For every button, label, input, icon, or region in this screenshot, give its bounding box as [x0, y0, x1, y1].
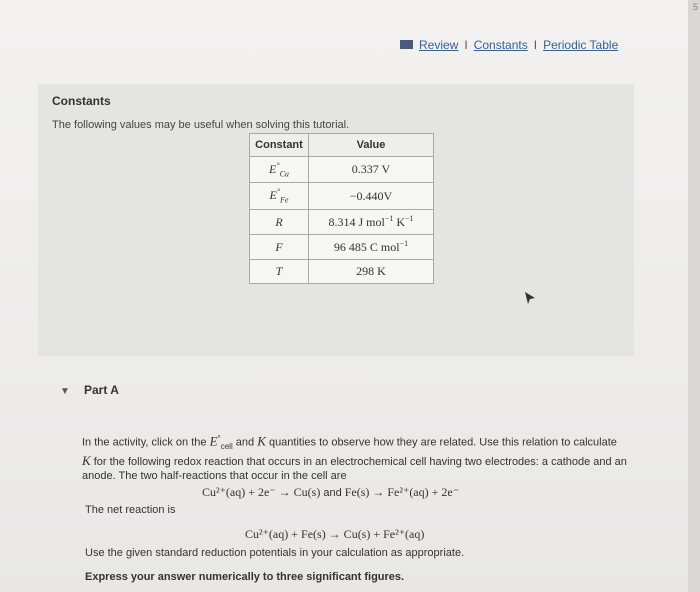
constants-intro: The following values may be useful when solving this tutorial.: [52, 119, 350, 131]
constants-title: Constants: [52, 94, 111, 108]
table-row: [250, 260, 434, 284]
half-reactions-equation: Cu²⁺(aq) + 2e⁻ → Cu(s) and Fe(s) → Fe²⁺(aq) + 2e⁻: [202, 485, 460, 499]
constant-symbol: T: [250, 260, 309, 284]
part-a-instructions: In the activity, click on the $E^\circ_{cell}$ and K quantities to observe how they are related. Use this relation to calculate K for the following redox reaction that occurs in an electrochemical cell having two electrodes: a cathode and an anode. The two half-reactions that occur in the cell are: [82, 433, 627, 482]
table-header-row: [250, 134, 434, 157]
review-link[interactable]: Review: [419, 38, 459, 52]
constant-value: 298 K: [309, 260, 434, 284]
constant-symbol: R: [250, 210, 309, 235]
table-row: [250, 210, 434, 235]
window-edge: [688, 0, 700, 592]
link-separator: I: [533, 38, 538, 52]
corner-badge: 5: [692, 2, 698, 12]
express-answer-text: Express your answer numerically to three significant figures.: [85, 571, 405, 583]
header-constant: Constant: [250, 134, 309, 157]
table-row: [250, 156, 434, 183]
constants-table: [249, 133, 434, 284]
constant-symbol: $E^\circ_{Cu}$: [250, 156, 309, 183]
periodic-table-link[interactable]: Periodic Table: [543, 38, 619, 52]
link-separator: I: [464, 38, 468, 52]
top-links-bar: [400, 38, 618, 52]
constant-value: 96 485 C mol$^{-1}$: [309, 235, 434, 260]
table-row: [250, 235, 434, 260]
review-icon: [400, 40, 413, 49]
constants-panel: [38, 84, 634, 356]
header-value: Value: [309, 134, 434, 157]
mouse-cursor-icon: [523, 291, 537, 305]
constant-value: 0.337 V: [309, 156, 434, 183]
constants-link[interactable]: Constants: [473, 38, 528, 52]
constant-value: 8.314 J mol$^{-1}$ $K^{-1}$: [309, 210, 434, 235]
collapse-arrow-icon[interactable]: ▼: [60, 386, 70, 397]
table-row: [250, 183, 434, 210]
net-reaction-label: The net reaction is: [85, 504, 176, 516]
use-potentials-text: Use the given standard reduction potentials in your calculation as appropriate.: [85, 547, 465, 559]
constant-symbol: $E^\circ_{Fe}$: [250, 183, 309, 210]
part-a-title[interactable]: Part A: [84, 383, 119, 397]
constant-value: −0.440V: [309, 183, 434, 210]
constant-symbol: F: [250, 235, 309, 260]
net-reaction-equation: Cu²⁺(aq) + Fe(s) → Cu(s) + Fe²⁺(aq): [245, 527, 425, 541]
